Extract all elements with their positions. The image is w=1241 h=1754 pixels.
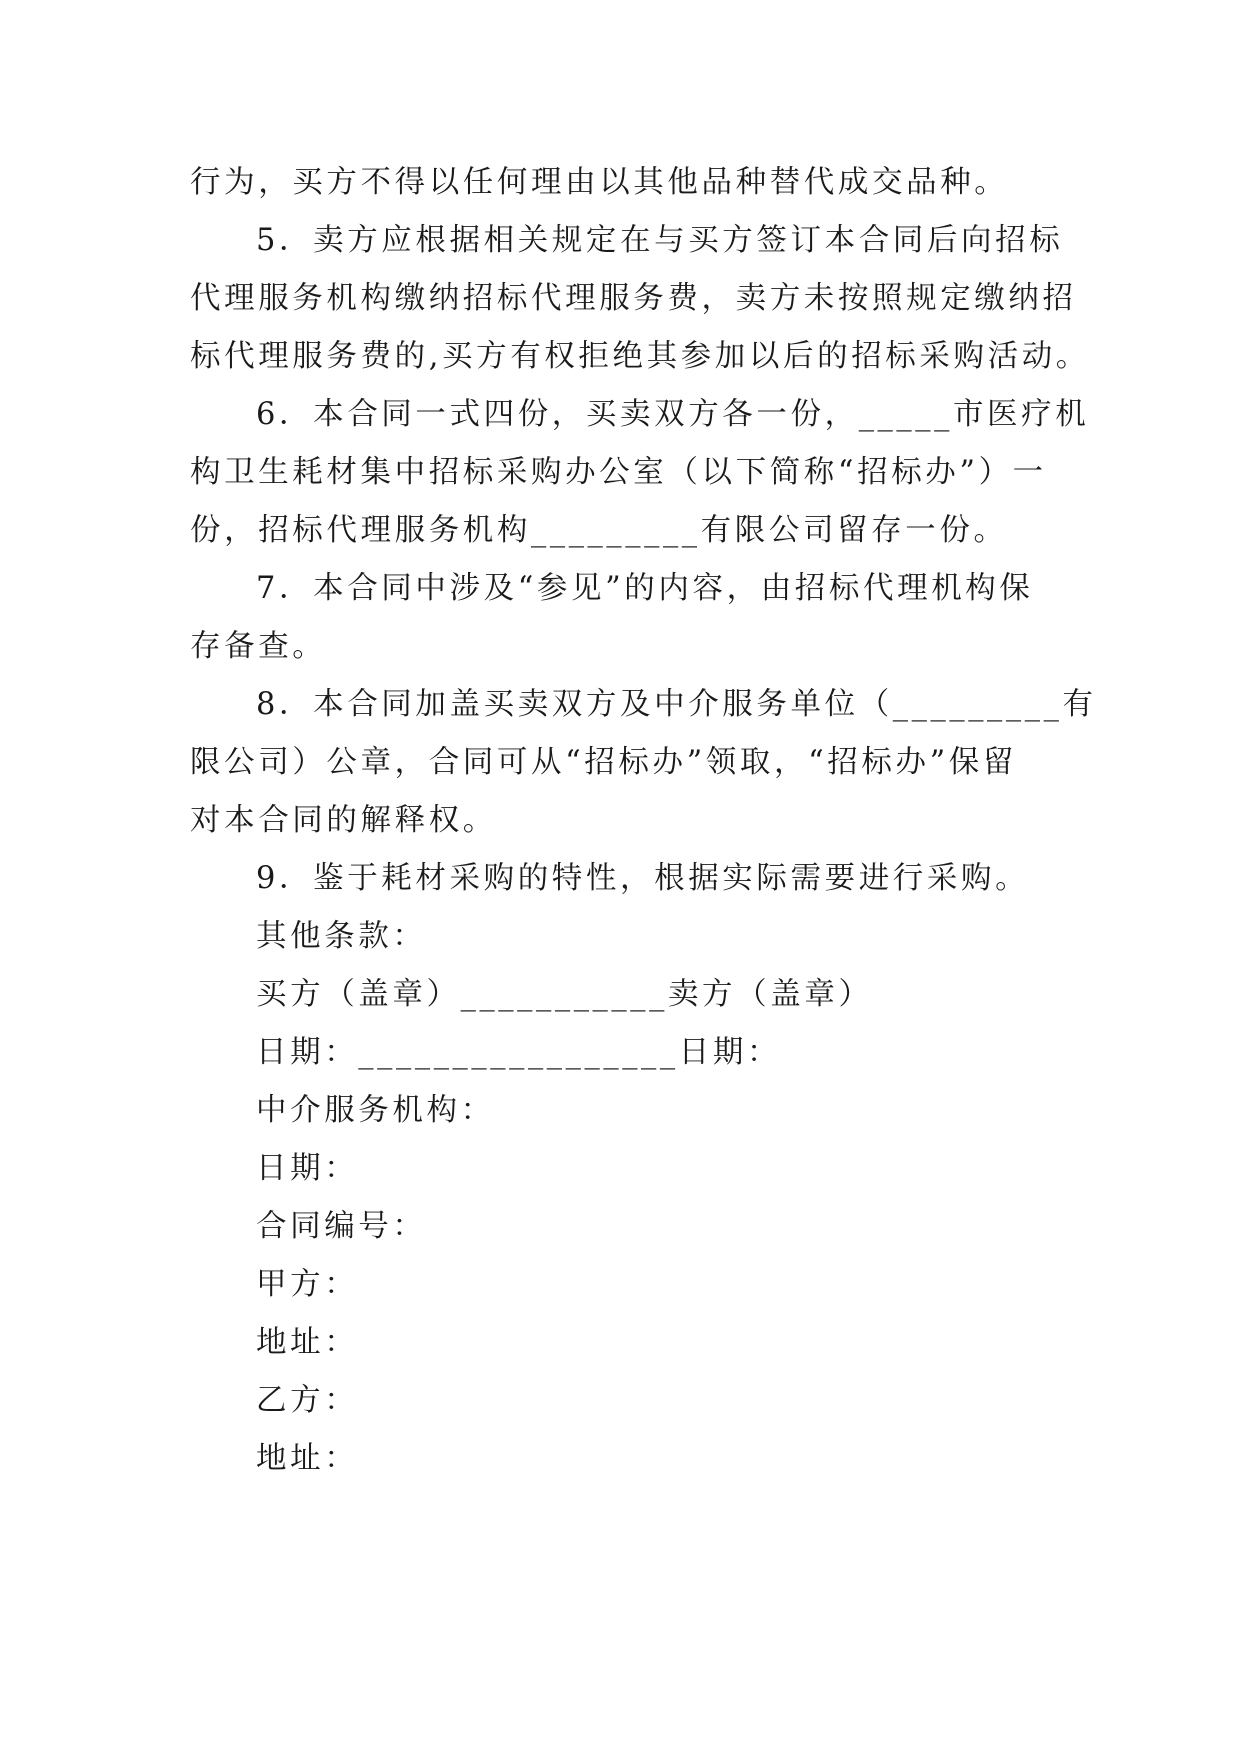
date-line: 日期：_________________日期： [256, 1035, 782, 1070]
clause-8-line-3: 对本合同的解释权。 [190, 803, 497, 838]
party-a-address-label: 地址： [256, 1325, 359, 1360]
clause-5-line-3: 标代理服务费的,买方有权拒绝其参加以后的招标采购活动。 [190, 339, 1090, 374]
other-terms-label: 其他条款： [256, 919, 427, 954]
clause-5-line-2: 代理服务机构缴纳招标代理服务费，卖方未按照规定缴纳招 [190, 281, 1077, 316]
clause-5-line-1: 5．卖方应根据相关规定在与买方签订本合同后向招标 [256, 223, 1064, 258]
clause-6-line-3: 份，招标代理服务机构_________有限公司留存一份。 [190, 513, 1008, 548]
clause-7-line-1: 7．本合同中涉及“参见”的内容，由招标代理机构保 [256, 571, 1034, 606]
party-b-label: 乙方： [256, 1383, 359, 1418]
clause-7-line-2: 存备查。 [190, 629, 327, 664]
clause-6-line-2: 构卫生耗材集中招标采购办公室（以下简称“招标办”）一 [190, 455, 1047, 490]
clause-8-line-2: 限公司）公章，合同可从“招标办”领取，“招标办”保留 [190, 745, 1017, 780]
buyer-seller-seal-line: 买方（盖章）___________卖方（盖章） [256, 977, 873, 1012]
body-line-1: 行为，买方不得以任何理由以其他品种替代成交品种。 [190, 165, 1009, 200]
party-b-address-label: 地址： [256, 1441, 359, 1476]
agency-date-label: 日期： [256, 1151, 359, 1186]
clause-8-line-1: 8．本合同加盖买卖双方及中介服务单位（_________有 [256, 687, 1097, 722]
agency-label: 中介服务机构： [256, 1093, 495, 1128]
party-a-label: 甲方： [256, 1267, 359, 1302]
document-page [190, 154, 1097, 1488]
contract-number-label: 合同编号： [256, 1209, 427, 1244]
clause-6-line-1: 6．本合同一式四份，买卖双方各一份，_____市医疗机 [256, 397, 1090, 432]
clause-9-line-1: 9．鉴于耗材采购的特性，根据实际需要进行采购。 [256, 861, 1030, 896]
